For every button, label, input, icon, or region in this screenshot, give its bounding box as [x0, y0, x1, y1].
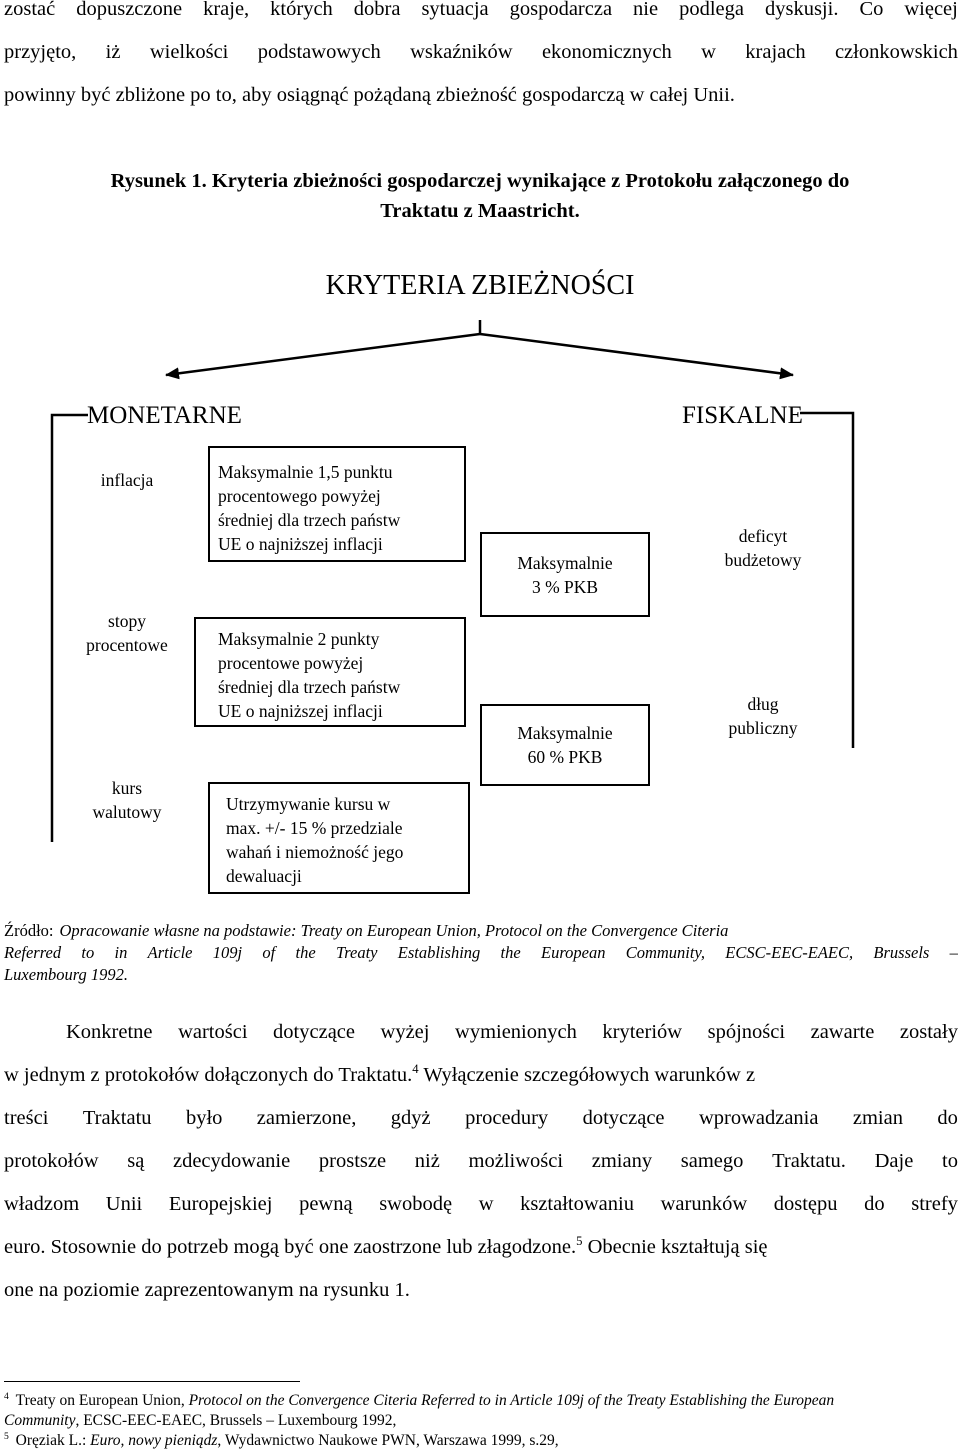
fiscal-item-label: [678, 692, 848, 740]
footnote-5: [4, 1431, 958, 1451]
body-text: Obecnie kształtują się: [582, 1236, 768, 1258]
desc-line: dewaluacji: [226, 866, 302, 886]
desc-line: Maksymalnie 1,5 punktu: [218, 462, 393, 482]
footnote-ref[interactable]: 4: [412, 1062, 419, 1077]
monetary-desc-box: [208, 782, 470, 894]
desc-line: Maksymalnie 2 punkty: [218, 629, 380, 649]
footnote-4: [4, 1391, 958, 1411]
footnotes: [4, 1391, 958, 1451]
source-note: [4, 920, 958, 986]
body-line: władzom Unii Europejskiej pewną swobodę w kształtowaniu warunków dostępu do strefy: [4, 1193, 958, 1215]
body-text: euro. Stosownie do potrzeb mogą być one zaostrzone lub złagodzone.: [4, 1236, 577, 1258]
body-text: Wyłączenie szczegółowych warunków z: [418, 1064, 756, 1086]
body-text: w jednym z protokołów dołączonych do Traktatu.: [4, 1064, 413, 1086]
body-line: [4, 1054, 958, 1097]
source-line: Referred to in Article 109j of the Treaty Establishing the European Community, ECSC-EEC-EAEC, Brussels –: [4, 943, 958, 962]
root-label: KRYTERIA ZBIEŻNOŚCI: [325, 270, 635, 301]
source-line: [4, 920, 958, 942]
body-line: Konkretne wartości dotyczące wyżej wymienionych kryteriów spójności zawarte zostały: [66, 1021, 958, 1043]
body-line: one na poziomie zaprezentowanym na rysunku 1.: [4, 1279, 410, 1301]
fiscal-label: FISKALNE: [682, 402, 803, 429]
body-paragraph: [4, 1011, 958, 1312]
desc-line: średniej dla trzech państw: [218, 510, 401, 530]
monetary-desc-box: [194, 617, 466, 727]
desc-line: Maksymalnie: [517, 553, 613, 573]
desc-line: średniej dla trzech państw: [218, 677, 401, 697]
monetary-item-label: [52, 609, 202, 657]
source-prefix: Źródło:: [4, 921, 54, 940]
arrow-to-fiscal: [480, 334, 793, 375]
label-line: budżetowy: [724, 550, 802, 570]
monetary-desc-box: [208, 446, 466, 562]
desc-line: wahań i niemożność jego: [226, 842, 404, 862]
source-text: [60, 920, 959, 942]
desc-line: 60 % PKB: [527, 747, 603, 767]
source-line-text: Opracowanie własne na podstawie: Treaty on European Union, Protocol on the Convergence Citeria: [59, 921, 729, 940]
desc-line: Maksymalnie: [517, 723, 613, 743]
desc-line: 3 % PKB: [531, 577, 599, 597]
desc-line: max. +/- 15 % przedziale: [226, 818, 403, 838]
label-line: kurs: [111, 778, 143, 798]
body-line: protokołów są zdecydowanie prostsze niż możliwości zmiany samego Traktatu. Daje to: [4, 1150, 958, 1172]
label-line: deficyt: [738, 526, 788, 546]
desc-line: Utrzymywanie kursu w: [226, 794, 391, 814]
source-line: Luxembourg 1992.: [4, 965, 129, 984]
figure-caption-line: Traktatu z Maastricht.: [380, 200, 580, 222]
intro-line: zostać dopuszczone kraje, których dobra sytuacja gospodarcza nie podlega dyskusji. Co więcej: [4, 0, 958, 20]
monetary-label: MONETARNE: [87, 402, 242, 429]
arrow-to-monetary: [166, 334, 480, 375]
figure-caption-line: Rysunek 1. Kryteria zbieżności gospodarczej wynikające z Protokołu załączonego do: [110, 170, 850, 192]
intro-line: przyjęto, iż wielkości podstawowych wskaźników ekonomicznych w krajach członkowskich: [4, 41, 958, 63]
fiscal-desc-box: [480, 704, 650, 786]
footnote-text: Oręziak L.:: [15, 1432, 91, 1449]
footnote-number: 5: [4, 1430, 9, 1442]
label-line: procentowe: [86, 635, 168, 655]
fiscal-desc-box: [480, 532, 650, 617]
label-line: walutowy: [92, 802, 162, 822]
footnote-text: , ECSC-EEC-EAEC, Brussels – Luxembourg 1992,: [75, 1412, 397, 1429]
footnote-text: Protocol on the Convergence Citeria Referred to in Article 109j of the Treaty Establishing the European: [188, 1392, 835, 1409]
label-line: publiczny: [728, 718, 798, 738]
label-line: dług: [747, 694, 779, 714]
intro-line: powinny być zbliżone po to, aby osiągnąć pożądaną zbieżność gospodarczą w całej Unii.: [4, 84, 735, 106]
label-line: stopy: [108, 611, 146, 631]
desc-line: UE o najniższej inflacji: [218, 534, 383, 554]
desc-line: procentowego powyżej: [218, 486, 381, 506]
desc-line: procentowe powyżej: [218, 653, 364, 673]
label-line: inflacja: [100, 470, 154, 490]
monetary-item-label: [52, 468, 202, 492]
body-line: treści Traktatu było zamierzone, gdyż procedury dotyczące wprowadzania zmian do: [4, 1107, 958, 1129]
footnote-text: Euro, nowy pieniądz: [90, 1432, 218, 1449]
footnote-text: , Wydawnictwo Naukowe PWN, Warszawa 1999, s.29,: [217, 1432, 559, 1449]
monetary-item-label: [52, 776, 202, 824]
footnote-4-cont: [4, 1411, 958, 1431]
body-line: [4, 1226, 958, 1269]
footnote-number: 4: [4, 1390, 9, 1402]
fiscal-item-label: [678, 524, 848, 572]
footnote-text: Community: [4, 1412, 76, 1429]
footnote-text: Treaty on European Union,: [15, 1392, 189, 1409]
footnote-separator: [4, 1381, 300, 1382]
footnote-ref[interactable]: 5: [576, 1234, 583, 1249]
desc-line: UE o najniższej inflacji: [218, 701, 383, 721]
